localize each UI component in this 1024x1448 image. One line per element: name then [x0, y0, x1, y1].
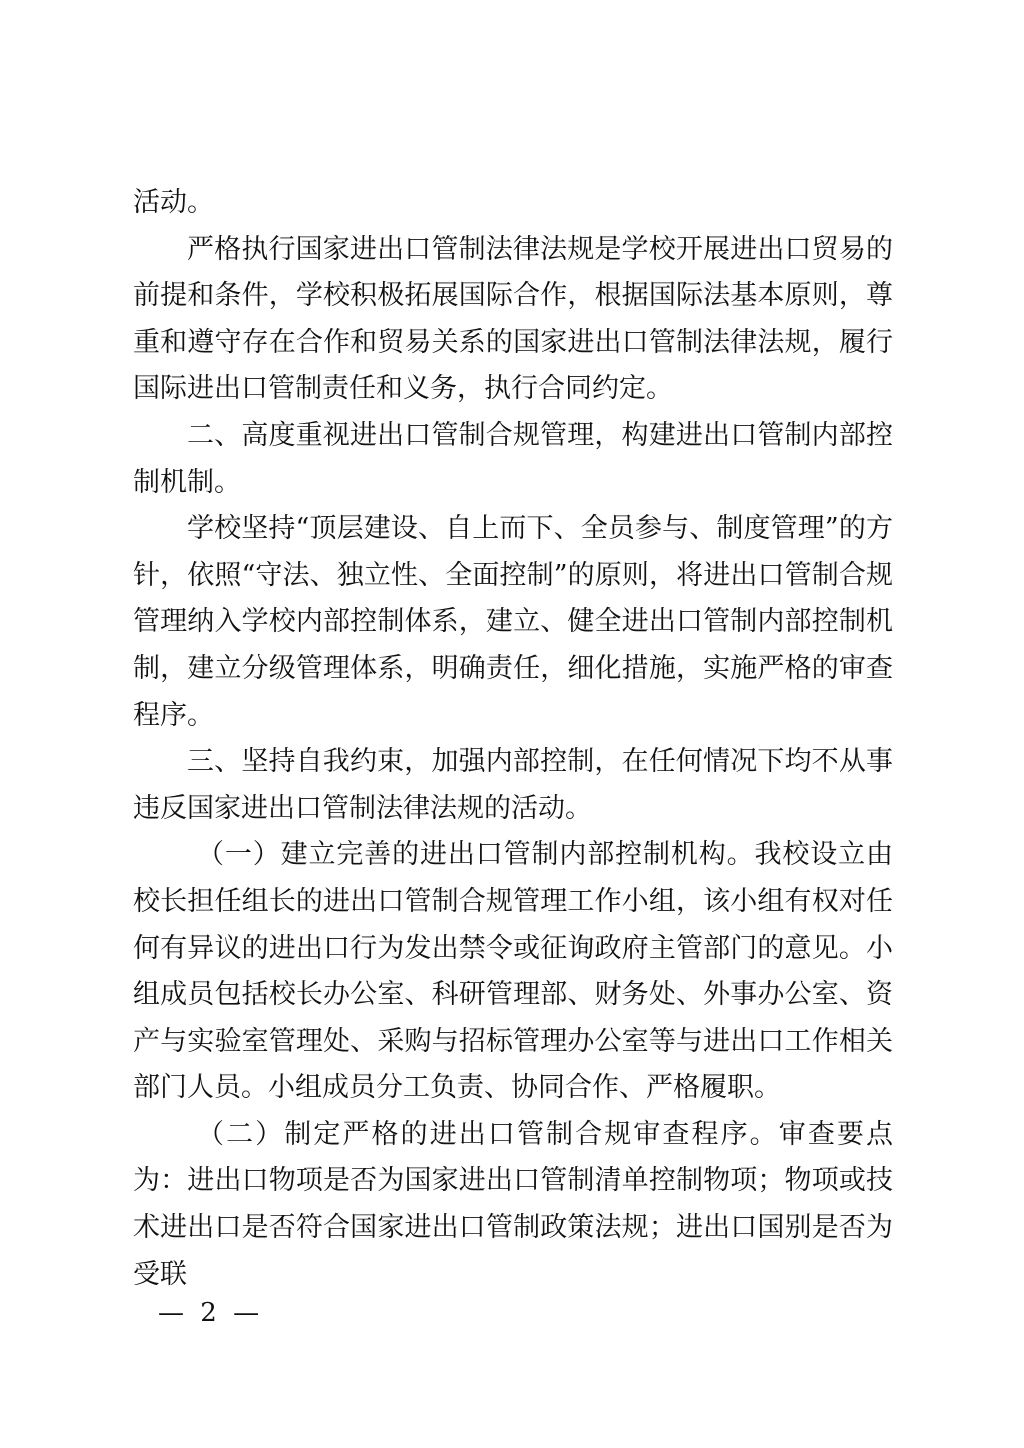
- paragraph-compliance-premise: 严格执行国家进出口管制法律法规是学校开展进出口贸易的前提和条件，学校积极拓展国际合作，根据国际法基本原则，尊重和遵守存在合作和贸易关系的国家进出口管制法律法规，履行国际进出口管制责任和义务，执行合同约定。: [133, 233, 893, 405]
- subsection-one: （一）建立完善的进出口管制内部控制机构。我校设立由校长担任组长的进出口管制合规管理工作小组，该小组有权对任何有异议的进出口行为发出禁令或征询政府主管部门的意见。小组成员包括校长办公室、科研管理部、财务处、外事办公室、资产与实验室管理处、采购与招标管理办公室等与进出口工作相关部门人员。小组成员分工负责、协同合作、严格履职。: [133, 839, 893, 1104]
- section-heading-two: 二、高度重视进出口管制合规管理，构建进出口管制内部控制机制。: [133, 419, 893, 498]
- paragraph-policy-principles: 学校坚持“顶层建设、自上而下、全员参与、制度管理”的方针，依照“守法、独立性、全面控制”的原则，将进出口管制合规管理纳入学校内部控制体系，建立、健全进出口管制内部控制机制，建立分级管理体系，明确责任，细化措施，实施严格的审查程序。: [133, 513, 893, 731]
- paragraph-continuation: 活动。: [133, 187, 214, 218]
- document-body: [133, 180, 893, 1298]
- page-number: — 2 —: [158, 1298, 264, 1328]
- subsection-two: （二）制定严格的进出口管制合规审查程序。审查要点为：进出口物项是否为国家进出口管制清单控制物项；物项或技术进出口是否符合国家进出口管制政策法规；进出口国别是否为受联: [133, 1118, 893, 1290]
- section-heading-three: 三、坚持自我约束，加强内部控制，在任何情况下均不从事违反国家进出口管制法律法规的活动。: [133, 746, 893, 824]
